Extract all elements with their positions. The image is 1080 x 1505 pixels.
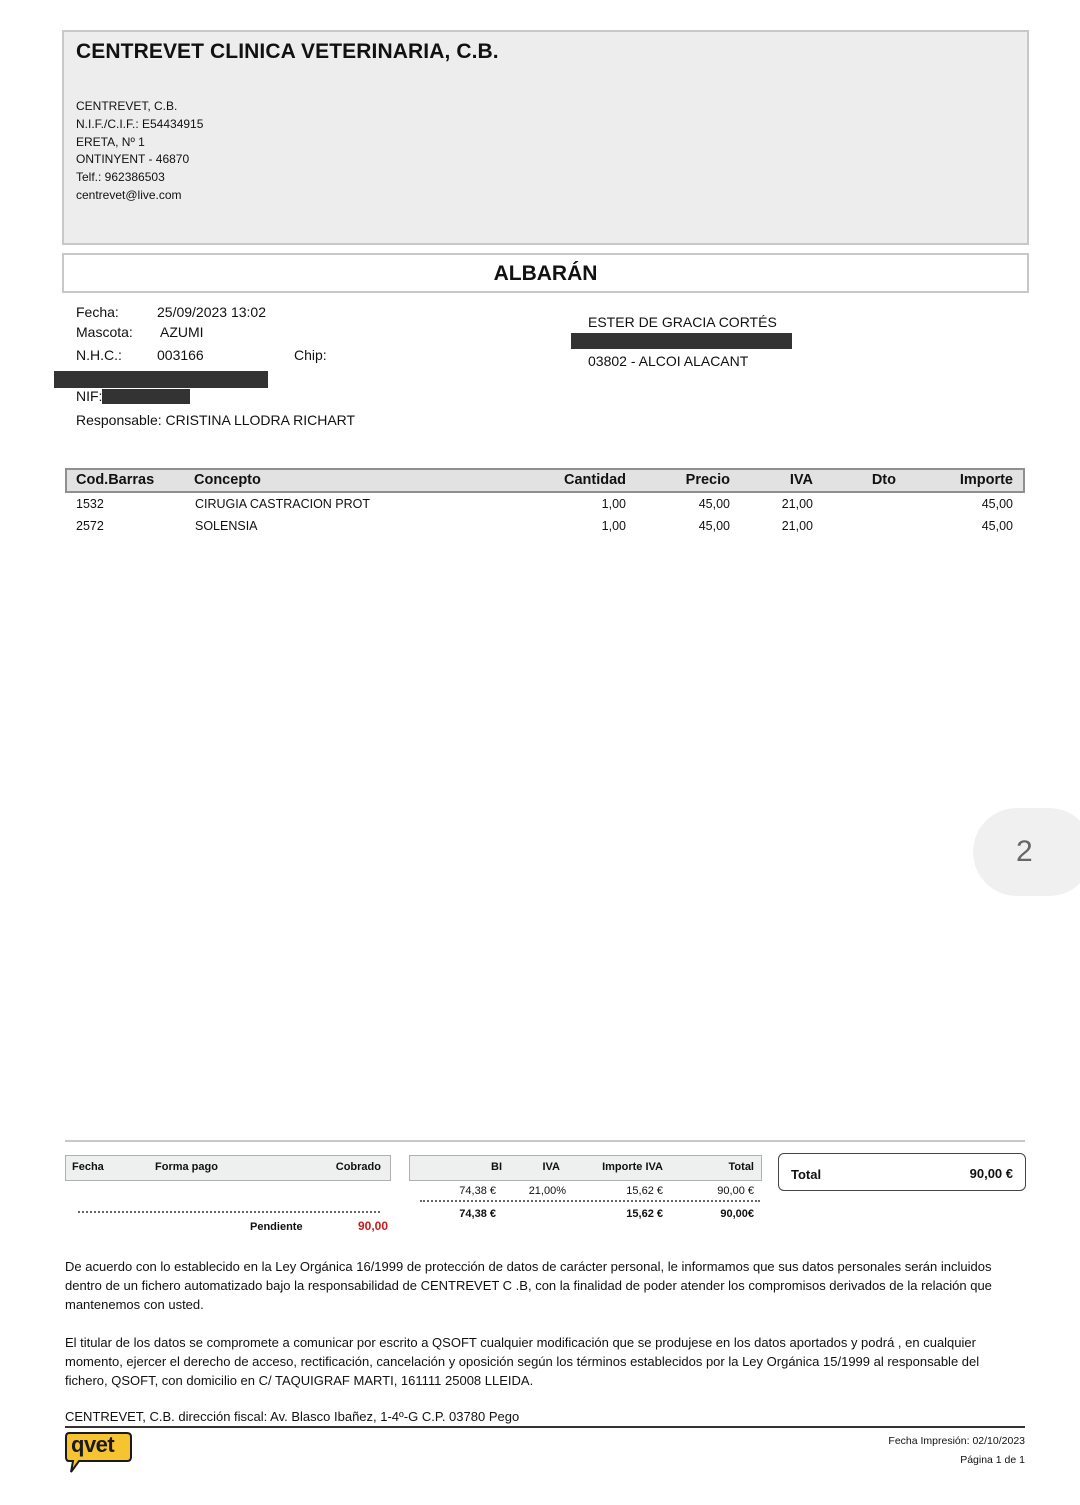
col-importe: Importe [959,472,1013,488]
vat-col-bi: BI [491,1161,502,1173]
redaction-bar [571,333,792,349]
col-dto: Dto [871,472,896,488]
clinic-line: Telf.: 962386503 [76,170,165,185]
dotted-line [78,1211,380,1213]
fecha-label: Fecha: [76,304,119,320]
clinic-line: N.I.F./C.I.F.: E54434915 [76,116,204,131]
clinic-line: CENTREVET, C.B. [76,99,178,113]
clinic-details [76,98,203,205]
vat-col-total: Total [728,1161,754,1173]
mascota-value: AZUMI [160,324,204,340]
chip-label: Chip: [294,347,327,363]
pendiente-value: 90,00 [357,1219,388,1233]
grand-total-label: Total [791,1167,822,1182]
legal-paragraph: El titular de los datos se compromete a comunicar por escrito a QSOFT cualquier modificación que se produjese en los datos aportados y podrá , en cualquier momento, ejercer el derecho de acceso, rectificación, cancelación y oposición según los términos establecidos por la Ley Orgánica 15/1999 al responsable del fichero, QSOFT, con domicilio en C/ TAQUIGRAF MARTI, 161111 25008 LLEIDA. [65,1335,980,1388]
vat-row-importe-iva: 15,62 € [626,1185,663,1197]
legal-paragraph: De acuerdo con lo establecido en la Ley Orgánica 16/1999 de protección de datos de carácter personal, le informamos que sus datos personales serán incluidos dentro de un fichero automatizado bajo la responsabilidad de CENTREVET C .B, con la finalidad de poder atender los compromisos derivados de la relación que mantenemos con usted. [65,1259,992,1312]
col-precio: Precio [685,472,730,488]
cell-importe: 45,00 [981,497,1013,511]
clinic-line: ERETA, Nº 1 [76,134,145,149]
cell-concepto: SOLENSIA [195,519,258,533]
footer-divider [65,1426,1025,1428]
redaction-bar [102,389,190,404]
vat-row-total: 90,00 € [717,1185,754,1197]
pay-col-forma-pago: Forma pago [155,1161,218,1173]
qvet-logo [65,1431,133,1475]
client-city: 03802 - ALCOI ALACANT [588,353,749,369]
pendiente-label: Pendiente [250,1221,303,1233]
document-title: ALBARÁN [493,262,598,285]
pay-col-cobrado: Cobrado [335,1161,381,1173]
vat-col-iva: IVA [542,1161,560,1173]
clinic-line: ONTINYENT - 46870 [76,152,190,167]
responsable-text: Responsable: CRISTINA LLODRA RICHART [76,412,356,428]
nif-label: NIF: [76,388,103,404]
cell-cod: 1532 [76,497,104,511]
print-date: Fecha Impresión: 02/10/2023 [888,1435,1025,1447]
vat-row-iva: 21,00% [528,1185,566,1197]
client-name: ESTER DE GRACIA CORTÉS [588,314,777,330]
col-cod-barras: Cod.Barras [76,472,155,488]
cell-cantidad: 1,00 [601,519,626,533]
clinic-line: centrevet@live.com [76,187,182,202]
vat-sum-total: 90,00€ [720,1208,754,1220]
cell-cantidad: 1,00 [601,497,626,511]
dotted-line [420,1200,760,1202]
summary-divider [65,1140,1025,1142]
cell-cod: 2572 [76,519,104,533]
col-cantidad: Cantidad [563,472,626,488]
cell-iva: 21,00 [781,519,813,533]
redaction-bar [54,371,268,388]
vat-sum-bi: 74,38 € [459,1208,496,1220]
qvet-logo-text: qvet [71,1432,115,1457]
cell-precio: 45,00 [698,497,730,511]
vat-col-importe-iva: Importe IVA [602,1161,663,1173]
vat-row-bi: 74,38 € [459,1185,496,1197]
pay-col-fecha: Fecha [72,1161,104,1173]
nhc-label: N.H.C.: [76,347,122,363]
cell-precio: 45,00 [698,519,730,533]
page-number: Página 1 de 1 [960,1454,1025,1466]
side-tab-number: 2 [1016,835,1033,868]
fiscal-address: CENTREVET, C.B. dirección fiscal: Av. Blasco Ibañez, 1-4º-G C.P. 03780 Pego [65,1409,520,1424]
grand-total-value: 90,00 € [969,1166,1013,1181]
col-concepto: Concepto [194,472,261,488]
clinic-name: CENTREVET CLINICA VETERINARIA, C.B. [76,40,499,63]
cell-importe: 45,00 [981,519,1013,533]
nhc-value: 003166 [157,347,204,363]
fecha-value: 25/09/2023 13:02 [157,304,266,320]
cell-iva: 21,00 [781,497,813,511]
col-iva: IVA [789,472,813,488]
mascota-label: Mascota: [76,324,133,340]
vat-sum-importe-iva: 15,62 € [626,1208,663,1220]
cell-concepto: CIRUGIA CASTRACION PROT [195,497,371,511]
